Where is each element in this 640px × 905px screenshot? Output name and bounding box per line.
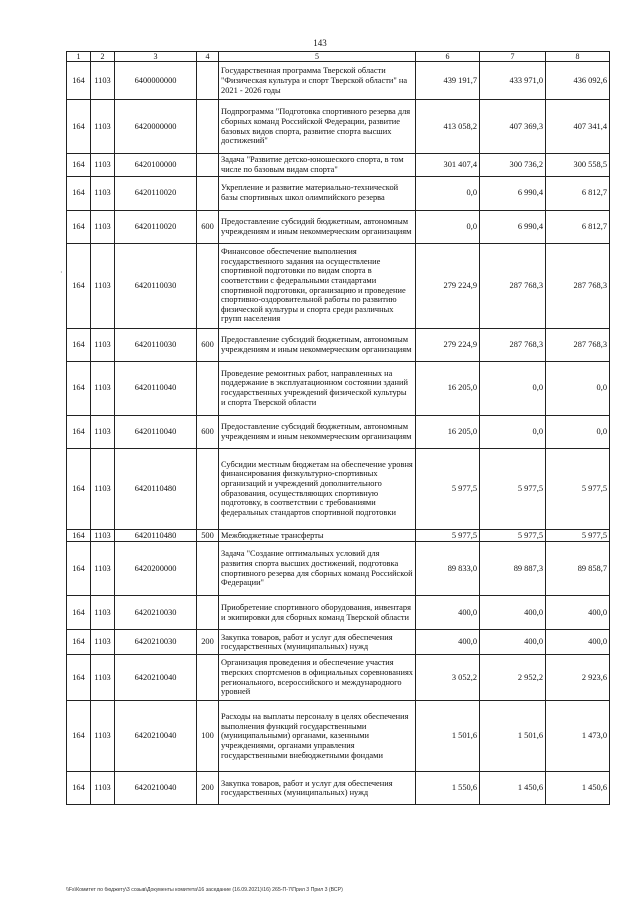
amount-2021-cell: 279 224,9 <box>416 243 480 328</box>
column-header: 4 <box>197 52 219 62</box>
admin-code-cell: 164 <box>67 701 91 772</box>
admin-code-cell: 164 <box>67 62 91 100</box>
amount-2021-cell: 439 191,7 <box>416 62 480 100</box>
description-cell: Закупка товаров, работ и услуг для обеспечения государственных (муниципальных) нужд <box>219 630 416 655</box>
amount-2022-cell: 287 768,3 <box>480 328 546 361</box>
section-code-cell: 1103 <box>91 100 115 154</box>
amount-2023-cell: 407 341,4 <box>546 100 610 154</box>
section-code-cell: 1103 <box>91 328 115 361</box>
amount-2021-cell: 5 977,5 <box>416 529 480 542</box>
amount-2021-cell: 1 501,6 <box>416 701 480 772</box>
amount-2022-cell: 407 369,3 <box>480 100 546 154</box>
target-article-cell: 6420210040 <box>115 655 197 701</box>
amount-2023-cell: 287 768,3 <box>546 243 610 328</box>
description-cell: Предоставление субсидий бюджетным, автономным учреждениям и иным некоммерческим организациям <box>219 415 416 448</box>
page-number: 143 <box>313 38 327 48</box>
target-article-cell: 6400000000 <box>115 62 197 100</box>
admin-code-cell: 164 <box>67 210 91 243</box>
expense-type-cell <box>197 100 219 154</box>
expense-type-cell <box>197 448 219 529</box>
admin-code-cell: 164 <box>67 655 91 701</box>
admin-code-cell: 164 <box>67 154 91 176</box>
amount-2023-cell: 5 977,5 <box>546 529 610 542</box>
description-cell: Предоставление субсидий бюджетным, автономным учреждениям и иным некоммерческим организациям <box>219 328 416 361</box>
section-code-cell: 1103 <box>91 62 115 100</box>
amount-2022-cell: 0,0 <box>480 415 546 448</box>
description-cell: Задача "Развитие детско-юношеского спорта, в том числе по базовым видам спорта" <box>219 154 416 176</box>
admin-code-cell: 164 <box>67 448 91 529</box>
column-header: 6 <box>416 52 480 62</box>
amount-2023-cell: 400,0 <box>546 630 610 655</box>
amount-2023-cell: 6 812,7 <box>546 176 610 210</box>
table-row <box>67 176 610 210</box>
header-row <box>67 52 610 62</box>
description-cell: Приобретение спортивного оборудования, инвентаря и экипировки для сборных команд Тверской области <box>219 596 416 630</box>
admin-code-cell: 164 <box>67 100 91 154</box>
description-cell: Проведение ремонтных работ, направленных на поддержание в эксплуатационном состоянии зданий государственных учреждений физической культуры и спорта Тверской области <box>219 361 416 415</box>
amount-2021-cell: 5 977,5 <box>416 448 480 529</box>
column-header: 5 <box>219 52 416 62</box>
description-cell: Организация проведения и обеспечение участия тверских спортсменов в официальных соревнованиях регионального, всероссийского и международного уровней <box>219 655 416 701</box>
target-article-cell: 6420110030 <box>115 243 197 328</box>
amount-2021-cell: 400,0 <box>416 630 480 655</box>
amount-2021-cell: 89 833,0 <box>416 542 480 596</box>
budget-table <box>66 51 610 805</box>
expense-type-cell: 500 <box>197 529 219 542</box>
target-article-cell: 6420110020 <box>115 176 197 210</box>
section-code-cell: 1103 <box>91 415 115 448</box>
admin-code-cell: 164 <box>67 630 91 655</box>
description-cell: Закупка товаров, работ и услуг для обеспечения государственных (муниципальных) нужд <box>219 772 416 805</box>
section-code-cell: 1103 <box>91 448 115 529</box>
target-article-cell: 6420110020 <box>115 210 197 243</box>
amount-2023-cell: 287 768,3 <box>546 328 610 361</box>
column-header: 8 <box>546 52 610 62</box>
expense-type-cell: 600 <box>197 210 219 243</box>
description-cell: Подпрограмма "Подготовка спортивного резерва для сборных команд Российской Федерации, развитие базовых видов спорта, развитие спорта высших достижений" <box>219 100 416 154</box>
column-header: 1 <box>67 52 91 62</box>
expense-type-cell <box>197 154 219 176</box>
description-cell: Субсидии местным бюджетам на обеспечение уровня финансирования физкультурно-спортивных организаций и учреждений дополнительного образования, осуществляющих спортивную подготовку, в соответствии с требованиями федеральных стандартов спортивной подготовки <box>219 448 416 529</box>
description-cell: Государственная программа Тверской области "Физическая культура и спорт Тверской области" на 2021 - 2026 годы <box>219 62 416 100</box>
table-row <box>67 448 610 529</box>
amount-2022-cell: 1 501,6 <box>480 701 546 772</box>
description-cell: Предоставление субсидий бюджетным, автономным учреждениям и иным некоммерческим организациям <box>219 210 416 243</box>
table-row <box>67 630 610 655</box>
amount-2022-cell: 400,0 <box>480 596 546 630</box>
amount-2021-cell: 3 052,2 <box>416 655 480 701</box>
amount-2022-cell: 1 450,6 <box>480 772 546 805</box>
section-code-cell: 1103 <box>91 210 115 243</box>
expense-type-cell <box>197 243 219 328</box>
section-code-cell: 1103 <box>91 596 115 630</box>
target-article-cell: 6420210030 <box>115 630 197 655</box>
expense-type-cell: 600 <box>197 328 219 361</box>
expense-type-cell <box>197 655 219 701</box>
section-code-cell: 1103 <box>91 176 115 210</box>
section-code-cell: 1103 <box>91 701 115 772</box>
amount-2021-cell: 413 058,2 <box>416 100 480 154</box>
amount-2022-cell: 5 977,5 <box>480 529 546 542</box>
section-code-cell: 1103 <box>91 655 115 701</box>
target-article-cell: 6420000000 <box>115 100 197 154</box>
amount-2021-cell: 279 224,9 <box>416 328 480 361</box>
table-row <box>67 100 610 154</box>
admin-code-cell: 164 <box>67 415 91 448</box>
amount-2021-cell: 1 550,6 <box>416 772 480 805</box>
table-row <box>67 542 610 596</box>
table-row <box>67 415 610 448</box>
table-row <box>67 529 610 542</box>
section-code-cell: 1103 <box>91 529 115 542</box>
table-row <box>67 655 610 701</box>
amount-2021-cell: 16 205,0 <box>416 415 480 448</box>
amount-2023-cell: 0,0 <box>546 361 610 415</box>
amount-2022-cell: 300 736,2 <box>480 154 546 176</box>
target-article-cell: 6420110040 <box>115 361 197 415</box>
target-article-cell: 6420210040 <box>115 772 197 805</box>
amount-2022-cell: 0,0 <box>480 361 546 415</box>
amount-2023-cell: 436 092,6 <box>546 62 610 100</box>
admin-code-cell: 164 <box>67 243 91 328</box>
table-row <box>67 154 610 176</box>
description-cell: Межбюджетные трансферты <box>219 529 416 542</box>
expense-type-cell: 100 <box>197 701 219 772</box>
column-header: 3 <box>115 52 197 62</box>
expense-type-cell: 200 <box>197 772 219 805</box>
target-article-cell: 6420110030 <box>115 328 197 361</box>
column-header: 2 <box>91 52 115 62</box>
amount-2023-cell: 1 450,6 <box>546 772 610 805</box>
amount-2021-cell: 301 407,4 <box>416 154 480 176</box>
admin-code-cell: 164 <box>67 596 91 630</box>
amount-2023-cell: 300 558,5 <box>546 154 610 176</box>
column-header: 7 <box>480 52 546 62</box>
expense-type-cell: 200 <box>197 630 219 655</box>
table-row <box>67 328 610 361</box>
description-cell: Укрепление и развитие материально-технической базы спортивных школ олимпийского резерва <box>219 176 416 210</box>
section-code-cell: 1103 <box>91 154 115 176</box>
amount-2022-cell: 6 990,4 <box>480 210 546 243</box>
section-code-cell: 1103 <box>91 542 115 596</box>
table-row <box>67 701 610 772</box>
amount-2023-cell: 2 923,6 <box>546 655 610 701</box>
target-article-cell: 6420210030 <box>115 596 197 630</box>
table-row <box>67 596 610 630</box>
amount-2022-cell: 6 990,4 <box>480 176 546 210</box>
footer-path: \\Fs\Комитет по бюджету\3 созыв\Документы комитета\16 заседание (16.09.2021)\16) 265-П-7\Прил 3 Прил 3 (ВСР) <box>66 887 343 893</box>
description-cell: Расходы на выплаты персоналу в целях обеспечения выполнения функций государственными (муниципальными) органами, казенными учреждениями, органами управления государственными внебюджетными фондами <box>219 701 416 772</box>
admin-code-cell: 164 <box>67 328 91 361</box>
section-code-cell: 1103 <box>91 630 115 655</box>
margin-mark: · <box>60 268 63 277</box>
amount-2022-cell: 5 977,5 <box>480 448 546 529</box>
target-article-cell: 6420110040 <box>115 415 197 448</box>
expense-type-cell <box>197 542 219 596</box>
section-code-cell: 1103 <box>91 361 115 415</box>
expense-type-cell <box>197 596 219 630</box>
admin-code-cell: 164 <box>67 772 91 805</box>
table-row <box>67 210 610 243</box>
amount-2021-cell: 16 205,0 <box>416 361 480 415</box>
target-article-cell: 6420110480 <box>115 529 197 542</box>
amount-2022-cell: 89 887,3 <box>480 542 546 596</box>
amount-2021-cell: 400,0 <box>416 596 480 630</box>
admin-code-cell: 164 <box>67 542 91 596</box>
amount-2022-cell: 400,0 <box>480 630 546 655</box>
target-article-cell: 6420200000 <box>115 542 197 596</box>
table-row <box>67 772 610 805</box>
description-cell: Финансовое обеспечение выполнения государственного задания на осуществление спортивной подготовки по видам спорта в соответствии с федеральными стандартами спортивной подготовки, организацию и проведение спортивно-оздоровительной работы по развитию физической культуры и спорта среди различных групп населения <box>219 243 416 328</box>
expense-type-cell <box>197 176 219 210</box>
table-row <box>67 62 610 100</box>
amount-2023-cell: 5 977,5 <box>546 448 610 529</box>
admin-code-cell: 164 <box>67 361 91 415</box>
amount-2023-cell: 0,0 <box>546 415 610 448</box>
table-row <box>67 243 610 328</box>
amount-2023-cell: 1 473,0 <box>546 701 610 772</box>
expense-type-cell: 600 <box>197 415 219 448</box>
amount-2022-cell: 2 952,2 <box>480 655 546 701</box>
expense-type-cell <box>197 361 219 415</box>
amount-2023-cell: 89 858,7 <box>546 542 610 596</box>
description-cell: Задача "Создание оптимальных условий для развития спорта высших достижений, подготовка спортивного резерва для сборных команд Российской Федерации" <box>219 542 416 596</box>
table-row <box>67 361 610 415</box>
amount-2023-cell: 6 812,7 <box>546 210 610 243</box>
section-code-cell: 1103 <box>91 243 115 328</box>
admin-code-cell: 164 <box>67 529 91 542</box>
amount-2022-cell: 433 971,0 <box>480 62 546 100</box>
section-code-cell: 1103 <box>91 772 115 805</box>
expense-type-cell <box>197 62 219 100</box>
amount-2021-cell: 0,0 <box>416 210 480 243</box>
admin-code-cell: 164 <box>67 176 91 210</box>
target-article-cell: 6420100000 <box>115 154 197 176</box>
amount-2022-cell: 287 768,3 <box>480 243 546 328</box>
amount-2021-cell: 0,0 <box>416 176 480 210</box>
target-article-cell: 6420110480 <box>115 448 197 529</box>
target-article-cell: 6420210040 <box>115 701 197 772</box>
amount-2023-cell: 400,0 <box>546 596 610 630</box>
